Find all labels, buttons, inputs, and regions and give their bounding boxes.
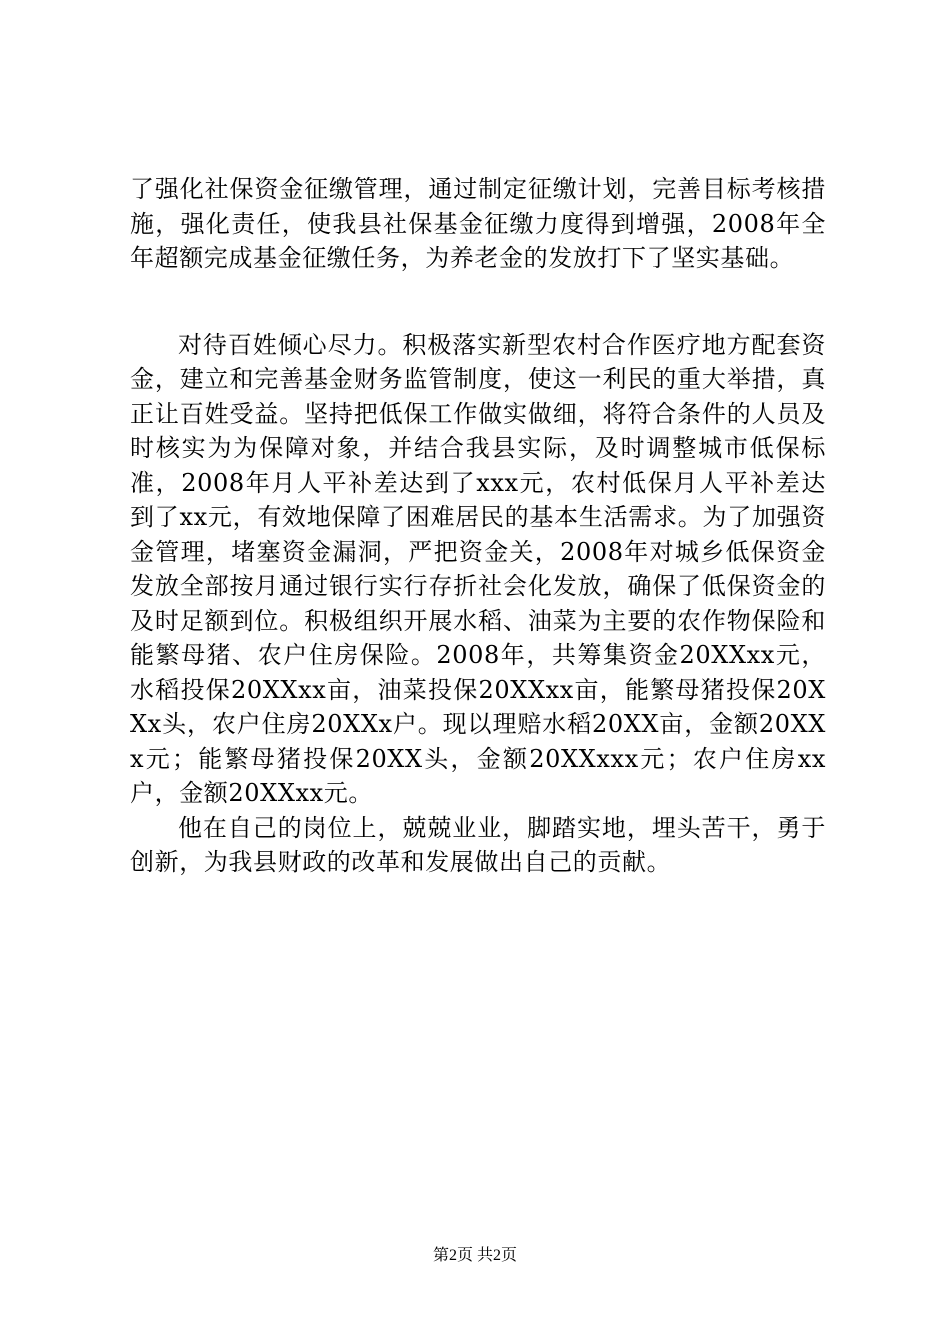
paragraph-spacer — [130, 276, 826, 328]
page-number-footer: 第2页 共2页 — [432, 1247, 517, 1264]
document-body — [130, 172, 826, 880]
paragraph-serving-the-people: 对待百姓倾心尽力。积极落实新型农村合作医疗地方配套资金，建立和完善基金财务监管制度，使这一利民的重大举措，真正让百姓受益。坚持把低保工作做实做细，将符合条件的人员及时核实为为保障对象，并结合我县实际，及时调整城市低保标准，2008年月人平补差达到了xxx元，农村低保月人平补差达到了xx元，有效地保障了困难居民的基本生活需求。为了加强资金管理，堵塞资金漏洞，严把资金关，2008年对城乡低保资金发放全部按月通过银行实行存折社会化发放，确保了低保资金的及时足额到位。积极组织开展水稻、油菜为主要的农作物保险和能繁母猪、农户住房保险。2008年，共筹集资金20XXxx元，水稻投保20XXxx亩，油菜投保20XXxx亩，能繁母猪投保20XXx头，农户住房20XXx户。现以理赔水稻20XX亩，金额20XXx元；能繁母猪投保20XX头，金额20XXxxx元；农户住房xx户，金额20XXxx元。 — [130, 330, 826, 807]
paragraph-social-insurance-collection: 了强化社保资金征缴管理，通过制定征缴计划，完善目标考核措施，强化责任，使我县社保基金征缴力度得到增强，2008年全年超额完成基金征缴任务，为养老金的发放打下了坚实基础。 — [130, 175, 826, 272]
paragraph-conclusion: 他在自己的岗位上，兢兢业业，脚踏实地，埋头苦干，勇于创新，为我县财政的改革和发展做出自己的贡献。 — [130, 813, 826, 876]
